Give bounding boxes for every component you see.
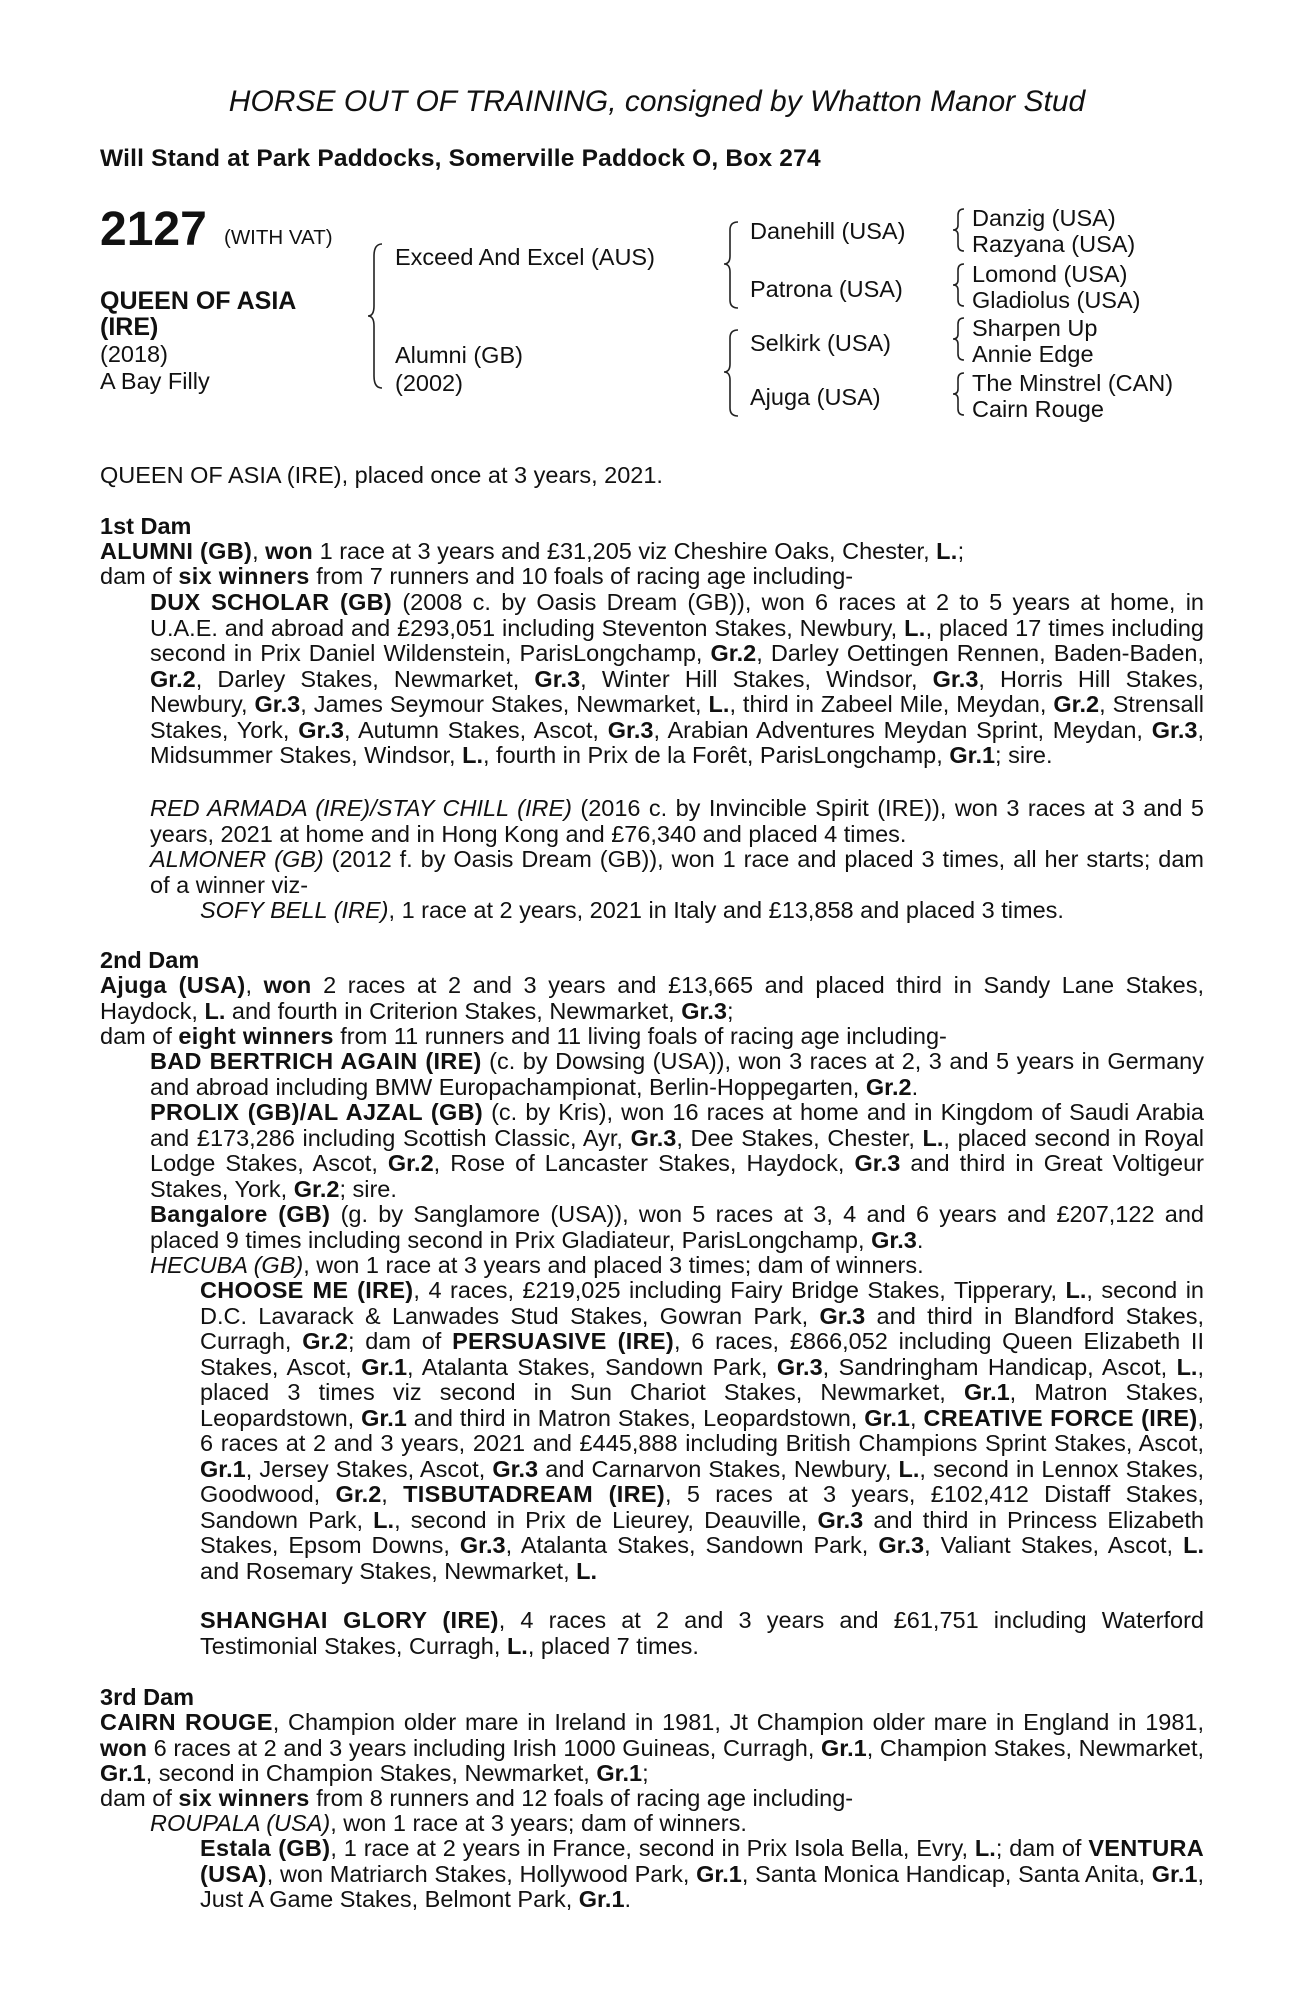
sofy-bell-name: SOFY BELL (IRE): [200, 897, 389, 923]
punct: ;: [957, 538, 965, 564]
text: (g. by Sanglamore (USA)), won 5 races at 3, 4 and 6 years and £207,122 and placed 9 times including second in Prix Gladiateur, ParisLongchamp,: [150, 1201, 1204, 1253]
text: (c. by Dowsing (USA)), won 3 races at 2, 3 and 5 years in Germany and abroad including BMW Europachampionat, Berlin-Hoppegarten,: [150, 1048, 1204, 1100]
ventura-name: VENTURA (USA): [200, 1835, 1205, 1887]
pedigree-bracket-sire: [726, 220, 746, 310]
pedigree-sire-sire: Danehill (USA): [750, 218, 906, 244]
prolix-name: PROLIX (GB)/AL AJZAL (GB): [150, 1099, 483, 1125]
third-dam-heading: 3rd Dam: [100, 1684, 195, 1710]
pedigree-sire-dam: Patrona (USA): [750, 276, 903, 302]
pedigree-g7: The Minstrel (CAN): [972, 370, 1174, 396]
dux-text: (2008 c. by Oasis Dream (GB)), won 6 races at 2 to 5 years at home, in U.A.E. and abroad and £293,051 including Steventon Stakes, Newbury,: [150, 589, 1204, 641]
second-dam-heading: 2nd Dam: [100, 947, 200, 973]
first-dam-text: 1 race at 3 years and £31,205 viz Cheshire Oaks, Chester,: [313, 538, 937, 564]
third-dam-produce: dam of six winners from 8 runners and 12 foals of racing age including-: [100, 1785, 854, 1811]
bangalore-name: Bangalore (GB): [150, 1201, 331, 1227]
text: dam of: [100, 563, 179, 589]
creative-force-name: CREATIVE FORCE (IRE): [923, 1404, 1198, 1431]
roupala-name: ROUPALA (USA): [150, 1810, 331, 1836]
horse-name: QUEEN OF ASIA (IRE): [100, 287, 296, 341]
text: 2 races at 2 and 3 years and £13,665 and placed third in Sandy Lane Stakes, Haydock,: [100, 972, 1204, 1024]
horse-year: (2018): [100, 341, 168, 367]
dux-scholar-entry: DUX SCHOLAR (GB) (2008 c. by Oasis Dream (GB)), won 6 races at 2 to 5 years at home, in U.A.E. and abroad and £293,051 including Steventon Stakes, Newbury, L., placed 17 times including second in Prix Daniel Wildenstein, ParisLongchamp, Gr.2, Darley Oettingen Rennen, Baden-Baden, Gr.2, Darley Stakes, Newmarket, Gr.3, Winter Hill Stakes, Windsor, Gr.3, Horris Hill Stakes, Newbury, Gr.3, James Seymour Stakes, Newmarket, L., third in Zabeel Mile, Meydan, Gr.2, Strensall Stakes, York, Gr.3, Autumn Stakes, Ascot, Gr.3, Arabian Adventures Meydan Sprint, Meydan, Gr.3, Midsummer Stakes, Windsor, L., fourth in Prix de la Forêt, ParisLongchamp, Gr.1; sire.: [150, 589, 1205, 768]
won-label: won: [265, 538, 314, 564]
first-dam-name: ALUMNI (GB): [100, 538, 253, 564]
third-dam-name: CAIRN ROUGE: [100, 1709, 273, 1735]
pedigree-g3: Lomond (USA): [972, 261, 1128, 287]
horse-summary: QUEEN OF ASIA (IRE), placed once at 3 years, 2021.: [100, 462, 663, 488]
estala-entry: Estala (GB), 1 race at 2 years in France, second in Prix Isola Bella, Evry, L.; dam of VENTURA (USA), won Matriarch Stakes, Hollywood Park, Gr.1, Santa Monica Handicap, Santa Anita, Gr.1, Just A Game Stakes, Belmont Park, Gr.1.: [200, 1835, 1205, 1912]
pedigree-bracket-g1: [953, 207, 969, 253]
red-armada-entry: [150, 796, 1204, 847]
red-armada-name: RED ARMADA (IRE)/STAY CHILL (IRE): [150, 795, 572, 821]
vat-note: (WITH VAT): [224, 226, 333, 249]
lot-number: 2127: [100, 203, 207, 256]
text: dam of: [100, 1023, 179, 1049]
pedigree-g8: Cairn Rouge: [972, 396, 1104, 422]
pedigree-g5: Sharpen Up: [972, 315, 1098, 341]
almoner-name: ALMONER (GB): [150, 846, 324, 872]
pedigree-bracket-main: [370, 242, 390, 392]
first-dam-record: ALUMNI (GB), won 1 race at 3 years and £31,205 viz Cheshire Oaks, Chester, L.;: [100, 538, 965, 564]
listed-label: L.: [936, 538, 958, 564]
pedigree-dam-year: (2002): [395, 370, 463, 396]
pedigree-dam-sire: Selkirk (USA): [750, 330, 892, 356]
first-dam-produce: [100, 564, 1204, 590]
almoner-entry: [150, 847, 1204, 898]
punct: ;: [726, 997, 734, 1024]
pedigree-bracket-g4: [953, 371, 969, 417]
hecuba-name: HECUBA (GB): [150, 1252, 304, 1278]
sofy-bell-text: , 1 race at 2 years, 2021 in Italy and £13,858 and placed 3 times.: [388, 897, 1064, 923]
sofy-bell-entry: [200, 898, 1204, 924]
bad-bertrich-entry: BAD BERTRICH AGAIN (IRE) (c. by Dowsing (USA)), won 3 races at 2, 3 and 5 years in Germany and abroad including BMW Europachampionat, Berlin-Hoppegarten, Gr.2.: [150, 1048, 1204, 1100]
won-label: won: [263, 972, 312, 998]
pedigree-bracket-dam: [726, 328, 746, 418]
bad-bertrich-name: BAD BERTRICH AGAIN (IRE): [150, 1048, 482, 1074]
second-dam-produce: [100, 1024, 1204, 1050]
almoner-text: (2012 f. by Oasis Dream (GB)), won 1 race and placed 3 times, all her starts; dam of a winner viz-: [150, 846, 1204, 898]
pedigree-g4: Gladiolus (USA): [972, 287, 1141, 313]
pedigree-sire: Exceed And Excel (AUS): [395, 244, 655, 270]
text: from 11 runners and 11 living foals of racing age including-: [333, 1023, 947, 1049]
second-dam-name: Ajuga (USA): [100, 972, 246, 998]
shanghai-glory-entry: SHANGHAI GLORY (IRE), 4 races at 2 and 3 years and £61,751 including Waterford Testimonial Stakes, Curragh, L., placed 7 times.: [200, 1607, 1204, 1659]
stand-location: Will Stand at Park Paddocks, Somerville Paddock O, Box 274: [100, 145, 821, 172]
pedigree-g2: Razyana (USA): [972, 231, 1136, 257]
estala-name: Estala (GB): [200, 1835, 331, 1861]
choose-me-name: CHOOSE ME (IRE): [200, 1277, 414, 1303]
text: from 7 runners and 10 foals of racing age including-: [309, 563, 854, 589]
dux-scholar-name: DUX SCHOLAR (GB): [150, 589, 393, 615]
first-dam-heading: 1st Dam: [100, 513, 192, 539]
red-armada-text: (2016 c. by Invincible Spirit (IRE)), won 3 races at 3 and 5 years, 2021 at home and in Hong Kong and £76,340 and placed 4 times.: [150, 795, 1204, 847]
text: and fourth in Criterion Stakes, Newmarket,: [225, 997, 682, 1024]
second-dam-record: Ajuga (USA), won 2 races at 2 and 3 years and £13,665 and placed third in Sandy Lane Stakes, Haydock, L. and fourth in Criterion Stakes, Newmarket, Gr.3;: [100, 972, 1204, 1024]
text: , won 1 race at 3 years and placed 3 times; dam of winners.: [303, 1252, 924, 1278]
winners-count: eight winners: [178, 1023, 334, 1049]
pedigree-bracket-g2: [953, 262, 969, 308]
hecuba-entry: [150, 1253, 1204, 1279]
prolix-entry: PROLIX (GB)/AL AJZAL (GB) (c. by Kris), won 16 races at home and in Kingdom of Saudi Arabia and £173,286 including Scottish Classic, Ayr, Gr.3, Dee Stakes, Chester, L., placed second in Royal Lodge Stakes, Ascot, Gr.2, Rose of Lancaster Stakes, Haydock, Gr.3 and third in Great Voltigeur Stakes, York, Gr.2; sire.: [150, 1099, 1205, 1202]
text: , 4 races at 2 and 3 years and £61,751 including Waterford Testimonial Stakes, Curragh,: [200, 1607, 1204, 1659]
shanghai-glory-name: SHANGHAI GLORY (IRE): [200, 1607, 499, 1633]
pedigree-dam-dam: Ajuga (USA): [750, 384, 881, 410]
tisbutadream-name: TISBUTADREAM (IRE): [403, 1481, 665, 1507]
winners-count: six winners: [178, 563, 310, 589]
pedigree-g1: Danzig (USA): [972, 205, 1116, 231]
consignor-line: HORSE OUT OF TRAINING, consigned by Whatton Manor Stud: [228, 85, 1086, 118]
persuasive-name: PERSUASIVE (IRE): [452, 1328, 674, 1354]
choose-me-entry: CHOOSE ME (IRE), 4 races, £219,025 including Fairy Bridge Stakes, Tipperary, L., second in D.C. Lavarack & Lanwades Stud Stakes, Gowran Park, Gr.3 and third in Blandford Stakes, Curragh, Gr.2; dam of PERSUASIVE (IRE), 6 races, £866,052 including Queen Elizabeth II Stakes, Ascot, Gr.1, Atalanta Stakes, Sandown Park, Gr.3, Sandringham Handicap, Ascot, L., placed 3 times viz second in Sun Chariot Stakes, Newmarket, Gr.1, Matron Stakes, Leopardstown, Gr.1 and third in Matron Stakes, Leopardstown, Gr.1, CREATIVE FORCE (IRE), 6 races at 2 and 3 years, 2021 and £445,888 including British Champions Sprint Stakes, Ascot, Gr.1, Jersey Stakes, Ascot, Gr.3 and Carnarvon Stakes, Newbury, L., second in Lennox Stakes, Goodwood, Gr.2, TISBUTADREAM (IRE), 5 races at 3 years, £102,412 Distaff Stakes, Sandown Park, L., second in Prix de Lieurey, Deauville, Gr.3 and third in Princess Elizabeth Stakes, Epsom Downs, Gr.3, Atalanta Stakes, Sandown Park, Gr.3, Valiant Stakes, Ascot, L. and Rosemary Stakes, Newmarket, L.: [200, 1277, 1204, 1584]
bangalore-entry: Bangalore (GB) (g. by Sanglamore (USA)), won 5 races at 3, 4 and 6 years and £207,122 and placed 9 times including second in Prix Gladiateur, ParisLongchamp, Gr.3.: [150, 1201, 1204, 1253]
pedigree-dam: Alumni (GB): [395, 342, 523, 368]
third-dam-record: CAIRN ROUGE, Champion older mare in Ireland in 1981, Jt Champion older mare in England in 1981, won 6 races at 2 and 3 years including Irish 1000 Guineas, Curragh, Gr.1, Champion Stakes, Newmarket, Gr.1, second in Champion Stakes, Newmarket, Gr.1;: [100, 1709, 1205, 1786]
text: , won 1 race at 3 years; dam of winners.: [330, 1810, 747, 1836]
pedigree-g6: Annie Edge: [972, 341, 1094, 367]
text: (c. by Kris), won 16 races at home and in Kingdom of Saudi Arabia and £173,286 including Scottish Classic, Ayr,: [150, 1099, 1204, 1151]
roupala-entry: [150, 1811, 1204, 1837]
horse-description: A Bay Filly: [100, 368, 210, 394]
pedigree-bracket-g3: [953, 316, 969, 362]
